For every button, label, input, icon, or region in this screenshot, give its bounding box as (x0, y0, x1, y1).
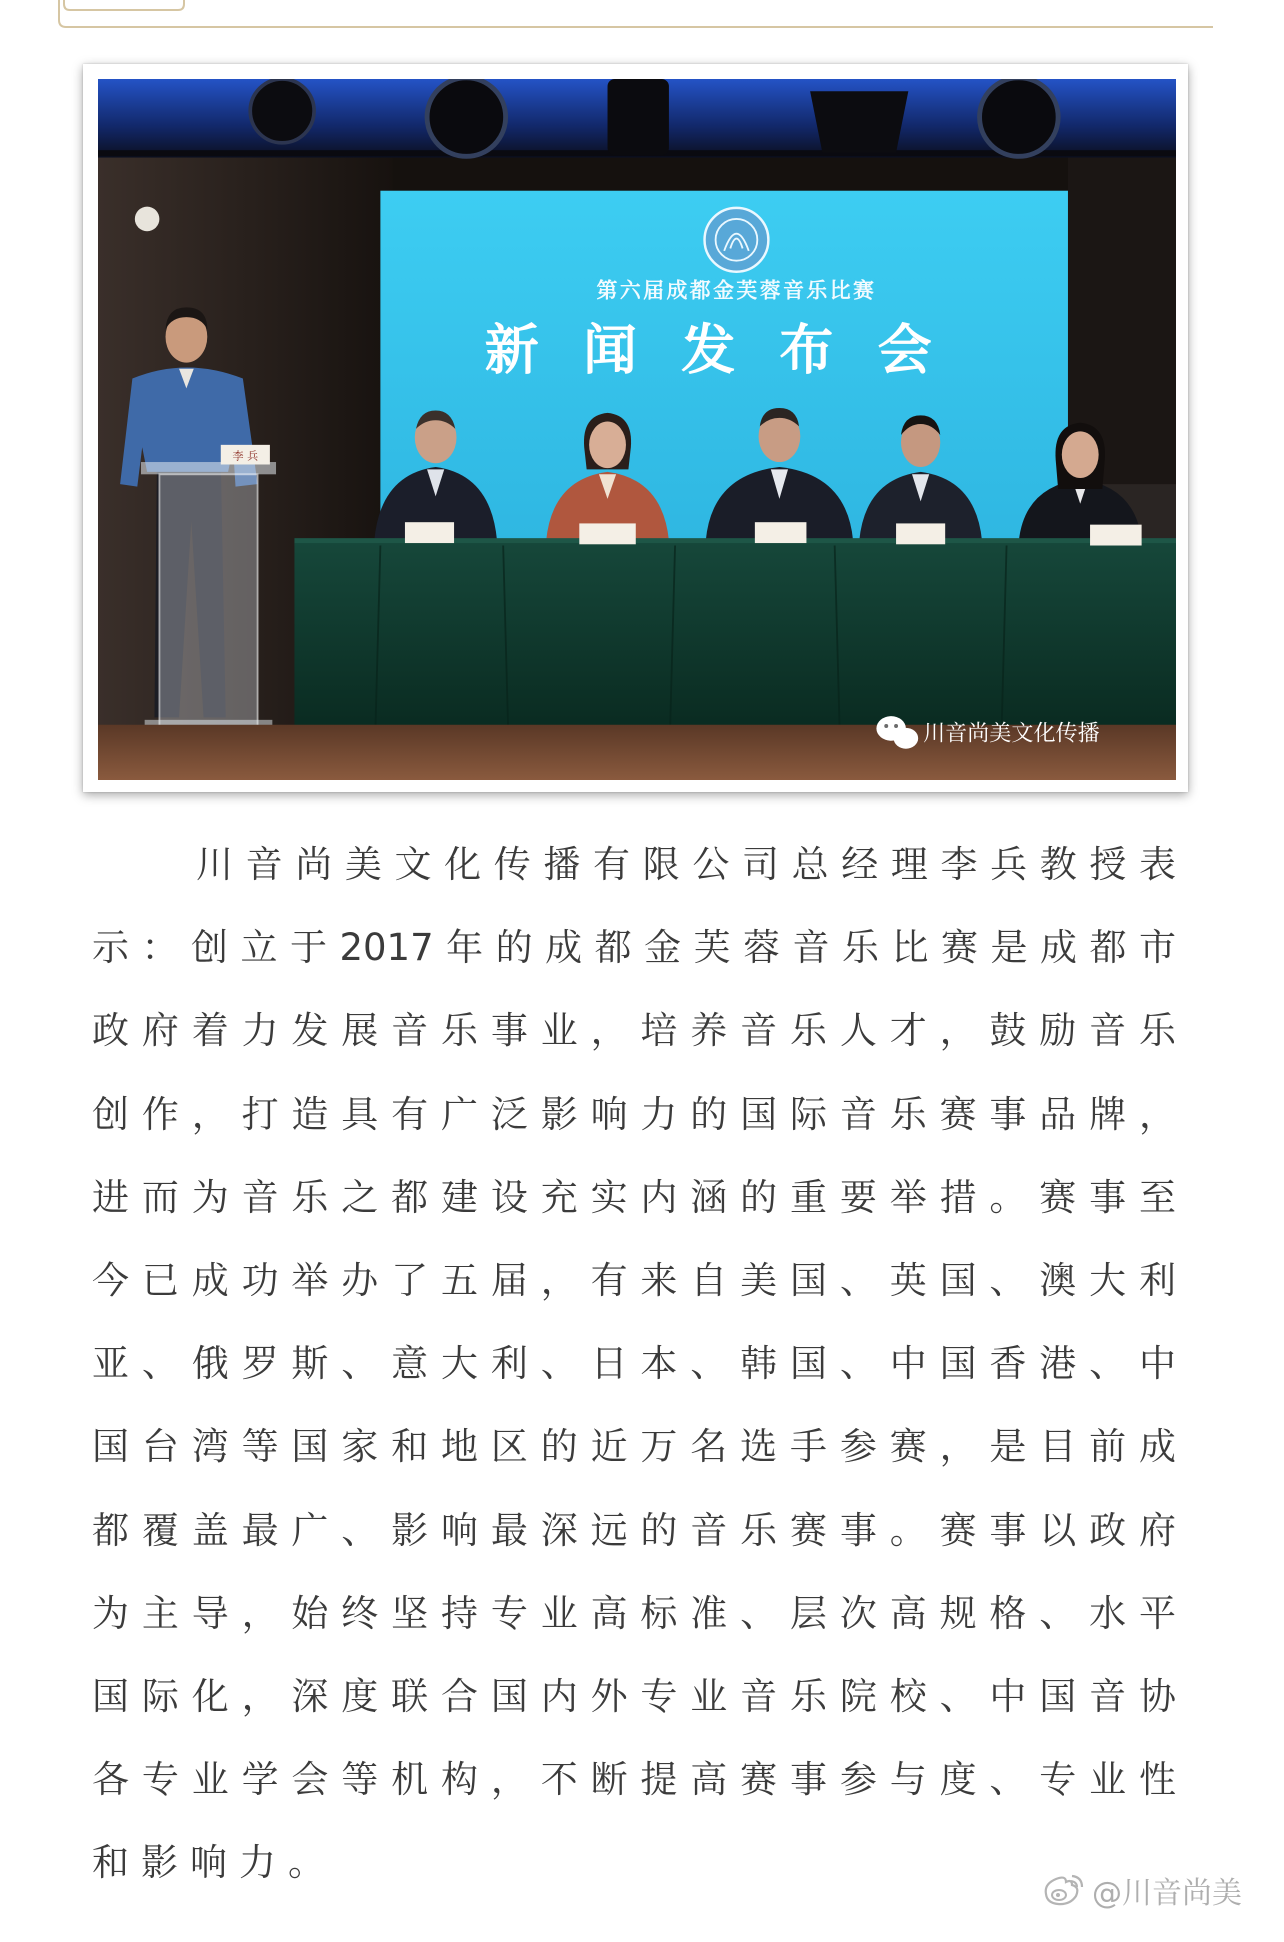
top-decoration (0, 0, 1284, 40)
podium-name-card-text: 李 兵 (232, 449, 259, 463)
podium (141, 462, 276, 732)
table-cloth (294, 543, 1176, 727)
paragraph-line: 各专业学会等机构，不断提高赛事参与度、专业性 (92, 1758, 1176, 1802)
paragraph-line: 国际化，深度联合国内外专业音乐院校、中国音协 (92, 1674, 1176, 1718)
paragraph-line: 创作，打造具有广泛影响力的国际音乐赛事品牌， (92, 1092, 1176, 1136)
paragraph-line: 国台湾等国家和地区的近万名选手参赛，是目前成 (92, 1425, 1176, 1469)
screen-subtitle: 第六届成都金芙蓉音乐比赛 (596, 277, 877, 303)
weibo-icon (1040, 1872, 1086, 1908)
article-paragraph (92, 823, 1176, 1904)
paragraph-line: 为主导，始终坚持专业高标准、层次高规格、水平 (92, 1591, 1176, 1635)
page-watermark-text: @川音尚美 (1092, 1876, 1242, 1911)
paragraph-line: 示：创立于2017年的成都金芙蓉音乐比赛是成都市 (92, 926, 1176, 970)
photo-watermark-text: 川音尚美文化传播 (923, 720, 1100, 747)
paragraph-line: 亚、俄罗斯、意大利、日本、韩国、中国香港、中 (92, 1342, 1176, 1386)
photo-frame (83, 64, 1188, 792)
competition-logo (705, 208, 769, 272)
paragraph-line: 和影响力。 (92, 1841, 337, 1885)
paragraph-line: 政府着力发展音乐事业，培养音乐人才，鼓励音乐 (92, 1009, 1176, 1053)
page-watermark (1040, 1868, 1242, 1912)
paragraph-line: 川音尚美文化传播有限公司总经理李兵教授表 (196, 843, 1176, 886)
paragraph-line: 都覆盖最广、影响最深远的音乐赛事。赛事以政府 (92, 1508, 1176, 1552)
screen-title: 新闻发布会 (484, 317, 976, 382)
paragraph-line: 进而为音乐之都建设充实内涵的重要举措。赛事至 (92, 1175, 1176, 1219)
press-conference-photo (98, 79, 1176, 780)
wall-light-spot (135, 207, 160, 232)
paragraph-line: 今已成功举办了五届，有来自美国、英国、澳大利 (92, 1258, 1176, 1302)
